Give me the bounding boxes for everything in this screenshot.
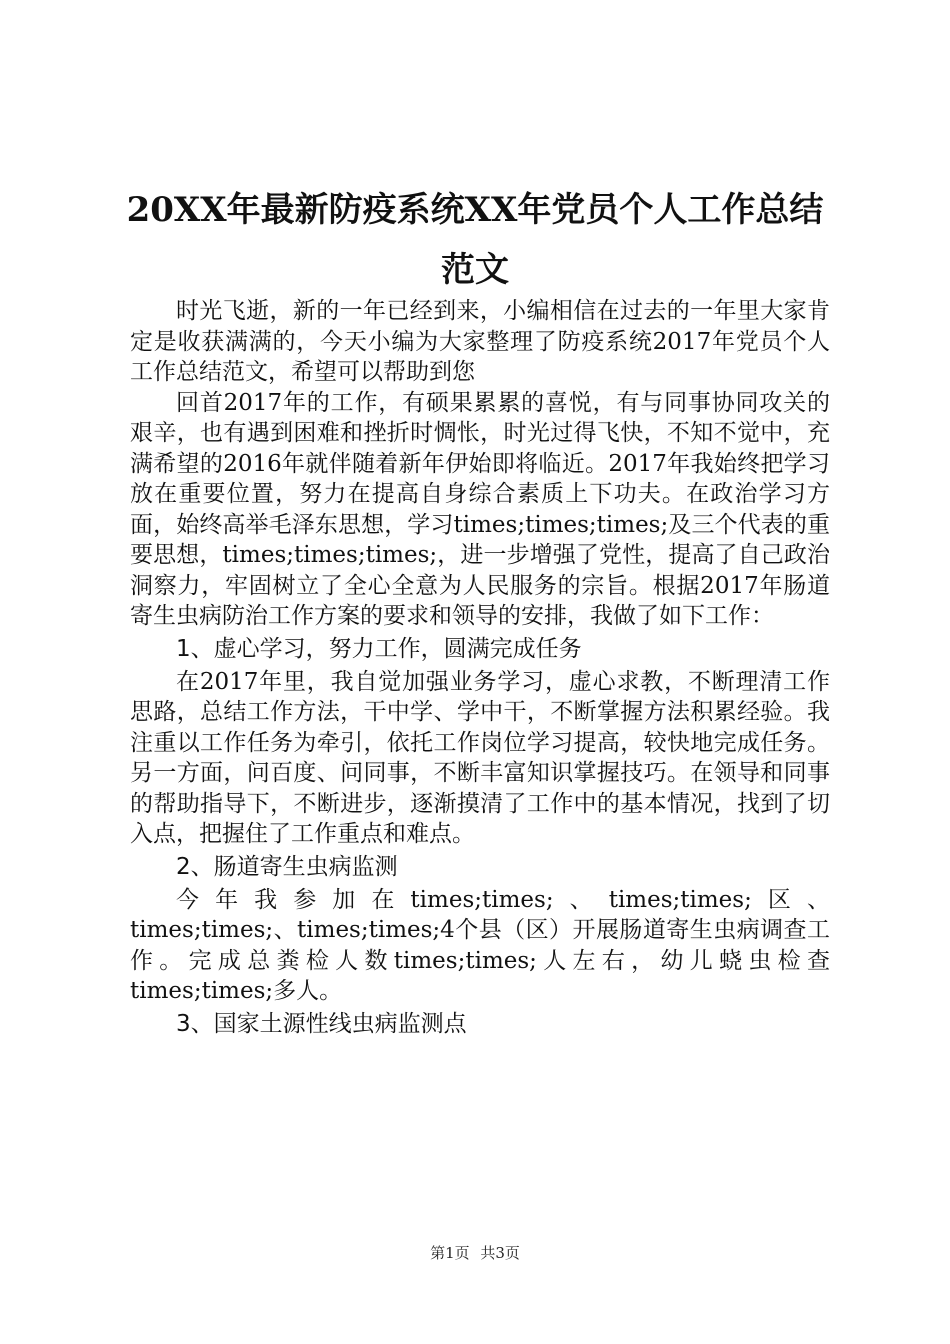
section-heading-1: 1、虚心学习，努力工作，圆满完成任务	[176, 635, 582, 662]
section-1-paragraph: 在2017年里，我自觉加强业务学习，虚心求教，不断理清工作思路，总结工作方法，干中学、学中干，不断掌握方法积累经验。我注重以工作任务为牵引，依托工作岗位学习提高，较快地完成任务。另一方面，问百度、问同事，不断丰富知识掌握技巧。在领导和同事的帮助指导下，不断进步，逐渐摸清了工作中的基本情况，找到了切入点，把握住了工作重点和难点。	[130, 668, 830, 847]
page-number: 第1页	[430, 1244, 470, 1262]
section-heading-2: 2、肠道寄生虫病监测	[176, 853, 398, 880]
section-heading-3: 3、国家土源性线虫病监测点	[176, 1010, 467, 1037]
title-line-1: 20XX年最新防疫系统XX年党员个人工作总结	[126, 190, 824, 230]
intro-paragraph: 时光飞逝，新的一年已经到来，小编相信在过去的一年里大家肯定是收获满满的，今天小编为大家整理了防疫系统2017年党员个人工作总结范文，希望可以帮助到您	[130, 298, 830, 385]
page-total: 共3页	[480, 1244, 520, 1262]
title-line-2: 范文	[441, 250, 509, 290]
document-title	[110, 180, 840, 300]
section-2-paragraph: 今年我参加在times;times;、times;times;区、times;times;、times;times;4个县（区）开展肠道寄生虫病调查工作。完成总粪检人数times;times;人左右，幼儿蛲虫检查times;times;多人。	[130, 886, 830, 1004]
document-body	[130, 296, 830, 1042]
page-footer	[0, 1242, 950, 1263]
review-paragraph: 回首2017年的工作，有硕果累累的喜悦，有与同事协同攻关的艰辛，也有遇到困难和挫折时惆怅，时光过得飞快，不知不觉中，充满希望的2016年就伴随着新年伊始即将临近。2017年我始终把学习放在重要位置，努力在提高自身综合素质上下功夫。在政治学习方面，始终高举毛泽东思想，学习times;times;times;及三个代表的重要思想，times;times;times;，进一步增强了党性，提高了自己政治洞察力，牢固树立了全心全意为人民服务的宗旨。根据2017年肠道寄生虫病防治工作方案的要求和领导的安排，我做了如下工作：	[130, 389, 830, 629]
